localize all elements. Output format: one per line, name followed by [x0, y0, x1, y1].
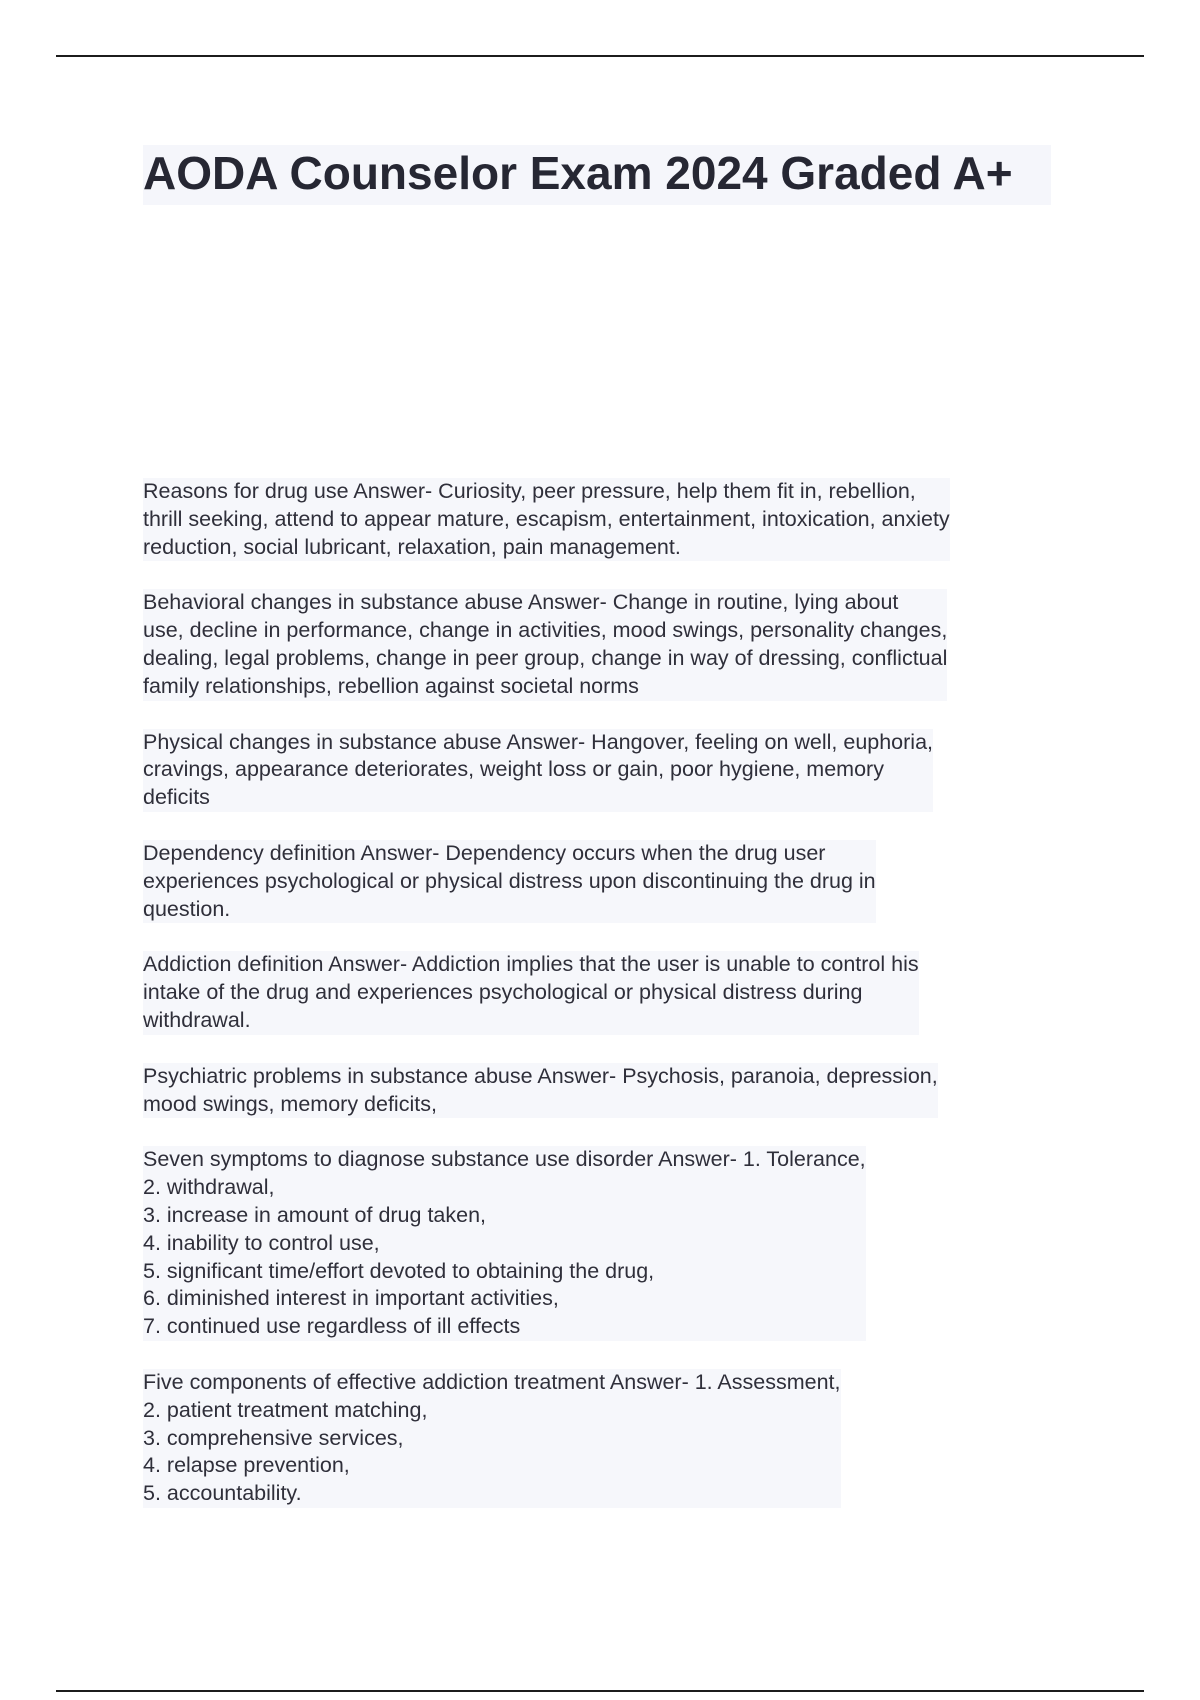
- qa-text: Seven symptoms to diagnose substance use disorder Answer- 1. Tolerance, 2. withdrawal, 3. increase in amount of drug taken, 4. inability to control use, 5. significant time/effort devoted to obtaining the drug, 6. diminished interest in important activities, 7. continued use regardless of ill effects: [143, 1146, 866, 1341]
- qa-item: [143, 729, 1063, 812]
- qa-text: Dependency definition Answer- Dependency occurs when the drug user experiences psychological or physical distress upon discontinuing the drug in question.: [143, 840, 876, 923]
- page-title: AODA Counselor Exam 2024 Graded A+: [143, 147, 1013, 199]
- qa-item: [143, 1063, 1063, 1119]
- title-block: [143, 145, 1051, 205]
- qa-item: [143, 589, 1063, 700]
- qa-text: Psychiatric problems in substance abuse Answer- Psychosis, paranoia, depression, mood swings, memory deficits,: [143, 1063, 938, 1119]
- qa-text: Addiction definition Answer- Addiction implies that the user is unable to control his intake of the drug and experiences psychological or physical distress during withdrawal.: [143, 951, 919, 1034]
- qa-text: Behavioral changes in substance abuse Answer- Change in routine, lying about use, decline in performance, change in activities, mood swings, personality changes, dealing, legal problems, change in peer group, change in way of dressing, conflictual family relationships, rebellion against societal norms: [143, 589, 947, 700]
- qa-item: [143, 1146, 1063, 1341]
- qa-item: [143, 478, 1063, 561]
- qa-list: [143, 478, 1063, 1536]
- top-rule: [56, 55, 1144, 57]
- qa-item: [143, 1369, 1063, 1508]
- qa-text: Reasons for drug use Answer- Curiosity, peer pressure, help them fit in, rebellion, thrill seeking, attend to appear mature, escapism, entertainment, intoxication, anxiety reduction, social lubricant, relaxation, pain management.: [143, 478, 950, 561]
- qa-text: Five components of effective addiction treatment Answer- 1. Assessment, 2. patient treatment matching, 3. comprehensive services, 4. relapse prevention, 5. accountability.: [143, 1369, 841, 1508]
- bottom-rule: [56, 1690, 1144, 1692]
- qa-item: [143, 840, 1063, 923]
- qa-item: [143, 951, 1063, 1034]
- qa-text: Physical changes in substance abuse Answer- Hangover, feeling on well, euphoria, cravings, appearance deteriorates, weight loss or gain, poor hygiene, memory deficits: [143, 729, 933, 812]
